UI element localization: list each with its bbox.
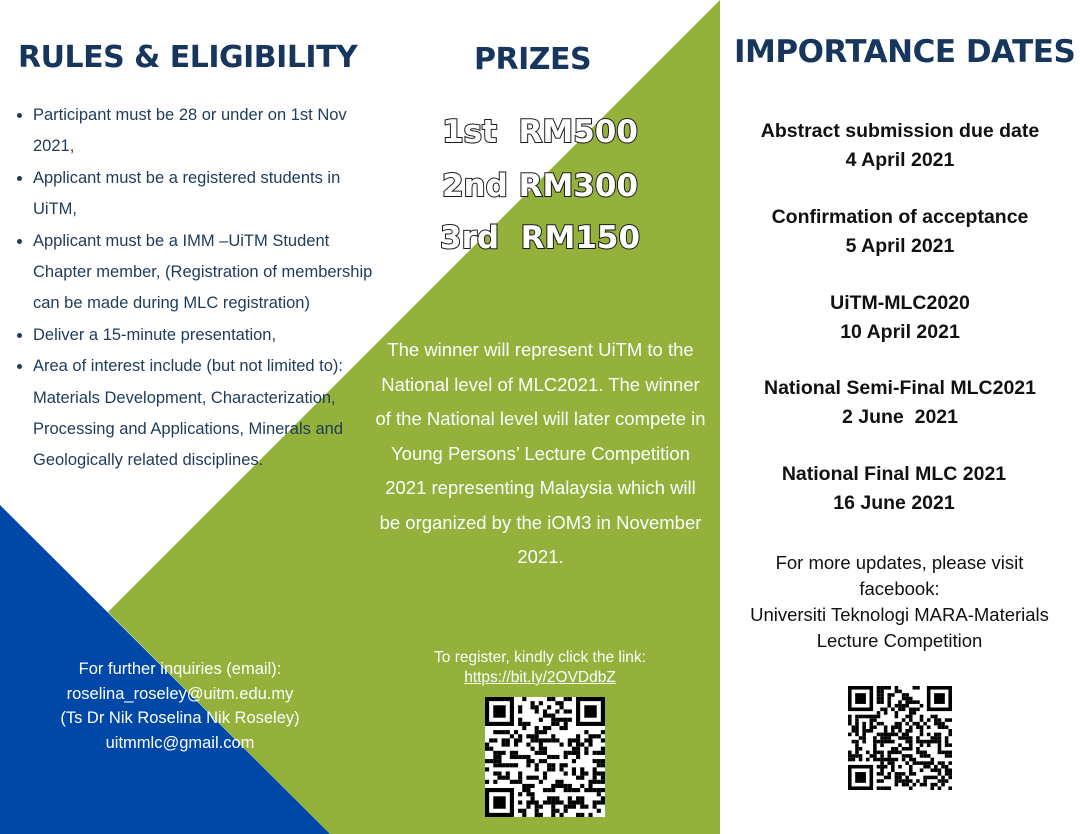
third-prize: 3rd RM150 — [440, 220, 641, 256]
inquiries-section — [30, 657, 330, 755]
second-prize: 2nd RM300 — [441, 168, 639, 204]
date-value: 16 June 2021 — [833, 491, 955, 514]
qr-code-icon — [848, 686, 952, 790]
rule-item: • Applicant must be a IMM –UiTM Student Chapter member, (Registration of membership can be made during MLC registration) — [33, 226, 378, 320]
winner-description: The winner will represent UiTM to the National level of MLC2021. The winner of the National level will later compete in Young Persons’ Lecture Competition 2021 representing Malaysia which will be organized by the iOM3 in November 2021. — [375, 339, 706, 567]
rules-title: RULES & ELIGIBILITY — [18, 40, 358, 75]
rules-list — [14, 100, 378, 477]
date-event: UiTM-MLC2020 — [830, 292, 970, 314]
first-prize: 1st RM500 — [442, 114, 638, 150]
facebook-qr-code-icon[interactable] — [848, 686, 952, 790]
rule-item: • Applicant must be a registered students in UiTM, — [33, 163, 378, 226]
rule-item: • Deliver a 15-minute presentation, — [33, 320, 378, 351]
date-item — [730, 374, 1070, 431]
date-event: National Final MLC 2021 — [781, 463, 1007, 485]
register-label: To register, kindly click the link: — [434, 649, 646, 666]
date-value: 10 April 2021 — [840, 320, 960, 343]
register-section — [380, 648, 700, 688]
date-event: Confirmation of acceptance — [771, 206, 1029, 228]
updates-section — [742, 550, 1057, 654]
date-value: 5 April 2021 — [845, 234, 955, 257]
updates-label: For more updates, please visit facebook: — [775, 552, 1024, 599]
date-item — [730, 117, 1070, 174]
facebook-page-name[interactable]: Universiti Teknologi MARA-Materials Lecture Competition — [750, 604, 1049, 651]
date-event: Abstract submission due date — [760, 120, 1040, 142]
inquiries-contact-name: (Ts Dr Nik Roselina Nik Roseley) — [60, 709, 300, 727]
inquiries-email-alt[interactable]: uitmmlc@gmail.com — [105, 733, 255, 752]
qr-code-icon — [485, 697, 605, 817]
date-event: National Semi-Final MLC2021 — [764, 377, 1036, 399]
date-item — [724, 460, 1064, 517]
date-value: 4 April 2021 — [845, 148, 955, 171]
register-link[interactable]: https://bit.ly/2OVDdbZ — [464, 669, 616, 686]
dates-title: IMPORTANCE DATES — [734, 34, 1076, 70]
date-item — [730, 203, 1070, 260]
rule-item: • Area of interest include (but not limited to): Materials Development, Characterization, Processing and Applications, Minerals and Geologically related disciplines. — [33, 351, 378, 477]
inquiries-email[interactable]: roselina_roseley@uitm.edu.my — [66, 684, 294, 703]
date-item — [730, 289, 1070, 346]
register-qr-code-icon[interactable] — [485, 697, 605, 817]
rule-item: • Participant must be 28 or under on 1st Nov 2021, — [33, 100, 378, 163]
date-value: 2 June 2021 — [842, 405, 958, 428]
inquiries-label: For further inquiries (email): — [78, 660, 282, 678]
prizes-title: PRIZES — [474, 42, 592, 77]
